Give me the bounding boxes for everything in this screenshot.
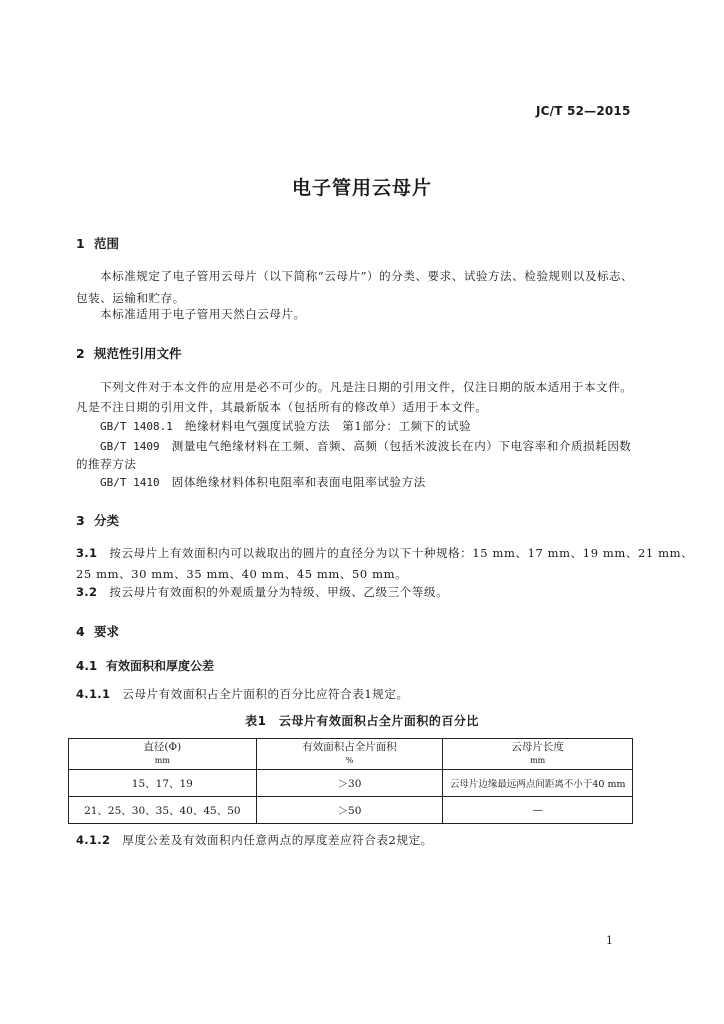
document-title: 电子管用云母片 bbox=[291, 177, 432, 199]
table-row bbox=[69, 797, 633, 824]
subsection-4-1-heading bbox=[76, 657, 214, 674]
section-2-heading bbox=[76, 344, 182, 362]
header-unit: mm bbox=[530, 756, 546, 765]
table-header-cell bbox=[256, 739, 443, 770]
clause-number: 3.1 bbox=[76, 546, 98, 560]
paragraph: 凡是不注日期的引用文件，其最新版本（包括所有的修改单）适用于本文件。 bbox=[76, 400, 488, 414]
section-number: 4 bbox=[76, 624, 85, 639]
clause-text: 按云母片上有效面积内可以裁取出的圆片的直径分为以下十种规格：15 mm、17 mm、19 mm、21 mm、 bbox=[109, 546, 694, 560]
page-number: 1 bbox=[606, 934, 613, 947]
reference-item bbox=[100, 438, 632, 454]
table-cell: ＞50 bbox=[256, 797, 443, 824]
section-4-heading bbox=[76, 622, 119, 640]
clause-3-2 bbox=[76, 584, 448, 600]
clause-text: 按云母片有效面积的外观质量分为特级、甲级、乙级三个等级。 bbox=[109, 585, 449, 599]
paragraph: 25 mm、30 mm、35 mm、40 mm、45 mm、50 mm。 bbox=[76, 567, 408, 581]
paragraph: 本标准规定了电子管用云母片（以下简称“云母片”）的分类、要求、试验方法、检验规则以及标志、 bbox=[100, 269, 634, 283]
reference-title: 固体绝缘材料体积电阻率和表面电阻率试验方法 bbox=[171, 475, 426, 489]
table-cell: ＞30 bbox=[256, 770, 443, 797]
paragraph: 本标准适用于电子管用天然白云母片。 bbox=[100, 307, 306, 321]
header-unit: % bbox=[345, 756, 354, 765]
section-1-heading bbox=[76, 234, 119, 252]
reference-continuation: 的推荐方法 bbox=[76, 457, 137, 471]
table-caption: 表1 云母片有效面积占全片面积的百分比 bbox=[245, 714, 479, 728]
section-title: 分类 bbox=[94, 513, 120, 528]
table-header-row bbox=[69, 739, 633, 770]
section-title: 要求 bbox=[94, 624, 120, 639]
clause-4-1-2 bbox=[76, 832, 433, 848]
header-unit: mm bbox=[154, 756, 170, 765]
standard-code: JC/T 52—2015 bbox=[536, 104, 631, 118]
reference-item bbox=[100, 474, 426, 490]
header-label: 有效面积占全片面积 bbox=[302, 741, 397, 753]
clause-number: 4.1.1 bbox=[76, 687, 111, 701]
subsection-number: 4.1 bbox=[76, 659, 98, 673]
table-cell: 云母片边缘最远两点间距离不小于40 mm bbox=[443, 770, 633, 797]
reference-item bbox=[100, 418, 471, 434]
table-cell: 21、25、30、35、40、45、50 bbox=[69, 797, 257, 824]
clause-3-1 bbox=[76, 545, 693, 561]
paragraph: 下列文件对于本文件的应用是必不可少的。凡是注日期的引用文件，仅注日期的版本适用于本文件。 bbox=[100, 380, 633, 394]
section-number: 3 bbox=[76, 513, 85, 528]
clause-text: 厚度公差及有效面积内任意两点的厚度差应符合表2规定。 bbox=[122, 833, 433, 847]
header-label: 云母片长度 bbox=[511, 741, 564, 753]
table-cell: — bbox=[443, 797, 633, 824]
subsection-title: 有效面积和厚度公差 bbox=[106, 659, 215, 673]
table-1 bbox=[68, 738, 633, 824]
table-header-cell bbox=[443, 739, 633, 770]
table-header-cell bbox=[69, 739, 257, 770]
header-label: 直径(Φ) bbox=[143, 741, 182, 753]
reference-code: GB/T 1408.1 bbox=[100, 420, 173, 433]
table-cell: 15、17、19 bbox=[69, 770, 257, 797]
reference-title: 测量电气绝缘材料在工频、音频、高频（包括米波波长在内）下电容率和介质损耗因数 bbox=[171, 439, 632, 453]
clause-text: 云母片有效面积占全片面积的百分比应符合表1规定。 bbox=[122, 687, 409, 701]
clause-number: 4.1.2 bbox=[76, 833, 111, 847]
clause-number: 3.2 bbox=[76, 585, 98, 599]
paragraph: 包装、运输和贮存。 bbox=[76, 291, 185, 305]
reference-code: GB/T 1410 bbox=[100, 476, 160, 489]
section-number: 1 bbox=[76, 236, 85, 251]
section-title: 范围 bbox=[94, 236, 120, 251]
reference-code: GB/T 1409 bbox=[100, 440, 160, 453]
table-row bbox=[69, 770, 633, 797]
clause-4-1-1 bbox=[76, 686, 409, 702]
reference-title: 绝缘材料电气强度试验方法 第1部分：工频下的试验 bbox=[184, 419, 472, 433]
section-number: 2 bbox=[76, 346, 85, 361]
section-3-heading bbox=[76, 511, 119, 529]
section-title: 规范性引用文件 bbox=[94, 346, 182, 361]
